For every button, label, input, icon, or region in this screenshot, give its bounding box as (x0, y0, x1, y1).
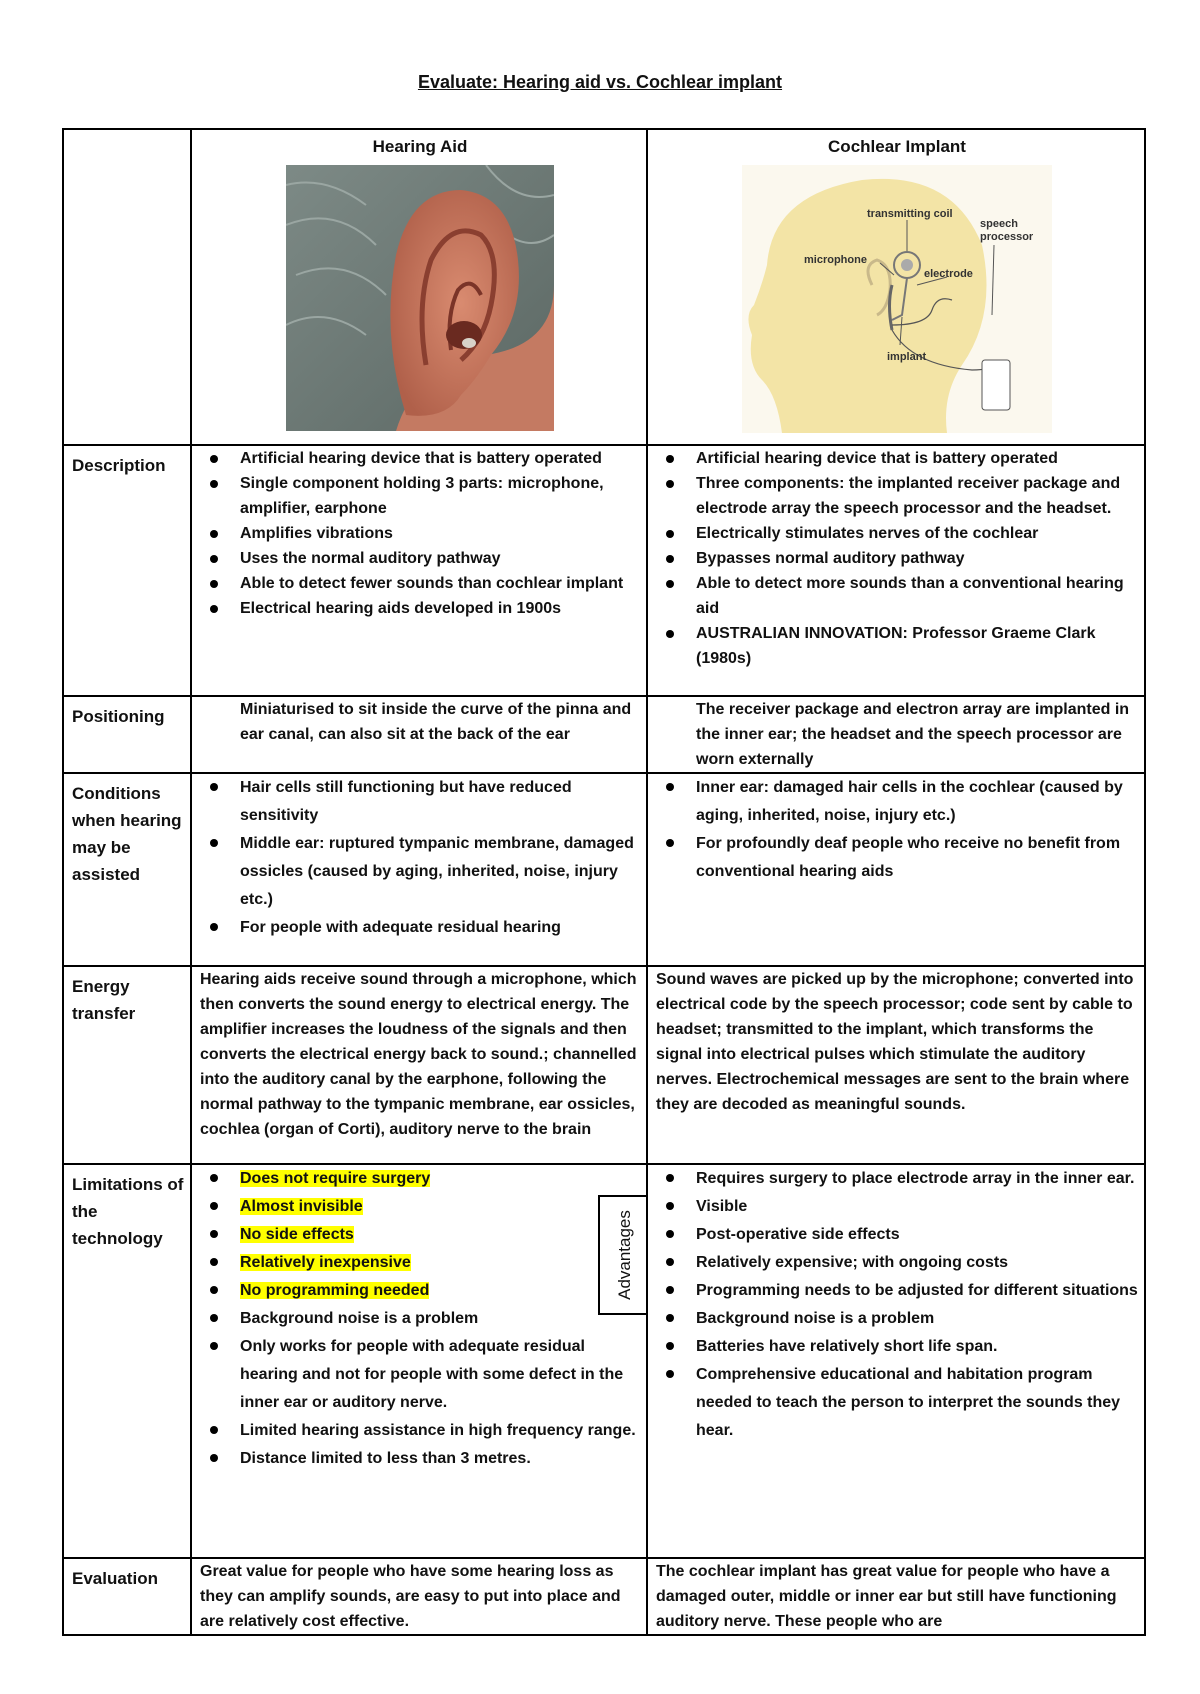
conditions-row (63, 773, 1145, 966)
bullet-icon (666, 1202, 674, 1210)
bullet-icon (210, 783, 218, 791)
list-item-text: For people with adequate residual hearing (240, 919, 561, 936)
bullet-icon (210, 530, 218, 538)
bullet-icon (210, 1286, 218, 1294)
bullet-icon (210, 1258, 218, 1266)
list-item-text: Background noise is a problem (696, 1310, 935, 1327)
list-item (200, 571, 640, 596)
list-item-text: Able to detect fewer sounds than cochlear implant (240, 575, 624, 592)
processor-label: processor (980, 231, 1034, 243)
list-item (200, 1417, 640, 1445)
positioning-row (63, 696, 1145, 773)
limitations-row (63, 1164, 1145, 1558)
bullet-icon (210, 1454, 218, 1462)
evaluation-cochlear-text: The cochlear implant has great value for people who have a damaged outer, middle or inner ear but still have functioning auditory nerve. These people who are (656, 1563, 1117, 1630)
list-item (200, 774, 640, 830)
list-item-text: No programming needed (240, 1282, 430, 1299)
list-item (656, 1333, 1138, 1361)
list-item-text: Background noise is a problem (240, 1310, 479, 1327)
list-item (656, 621, 1138, 671)
hearing-aid-advantages-list (200, 1165, 640, 1305)
list-item (200, 1277, 640, 1305)
bullet-icon (210, 1314, 218, 1322)
list-item (200, 596, 640, 621)
list-item (656, 1221, 1138, 1249)
description-hearing-aid-cell (191, 445, 647, 696)
energy-hearing-aid-text: Hearing aids receive sound through a microphone, which then converts the sound energy to electrical energy. The amplifier increases the loudness of the signals and then converts the electrical energy back to sound.; channelled into the auditory canal by the earphone, following the normal pathway to the tympanic membrane, ear ossicles, cochlea (organ of Corti), auditory nerve to the brain (200, 971, 637, 1138)
list-item (656, 471, 1138, 521)
positioning-hearing-aid-text: Miniaturised to sit inside the curve of the pinna and ear canal, can also sit at the back of the ear (240, 701, 632, 743)
list-item-text: Limited hearing assistance in high frequency range. (240, 1422, 636, 1439)
list-item-text: Artificial hearing device that is battery operated (240, 450, 602, 467)
bullet-icon (210, 455, 218, 463)
bullet-icon (666, 630, 674, 638)
conditions-hearing-aid-list (200, 774, 640, 942)
conditions-label: Conditions when hearing may be assisted (63, 773, 191, 966)
limitations-hearing-aid-cell (191, 1164, 647, 1558)
list-item-text: Hair cells still functioning but have reduced sensitivity (240, 779, 572, 824)
positioning-hearing-aid-cell (191, 696, 647, 773)
list-item-text: Post-operative side effects (696, 1226, 900, 1243)
bullet-icon (210, 480, 218, 488)
evaluation-label: Evaluation (63, 1558, 191, 1635)
evaluation-hearing-aid-cell (191, 1558, 647, 1635)
list-item (656, 1165, 1138, 1193)
advantages-box (598, 1195, 647, 1315)
list-item (200, 1249, 640, 1277)
list-item (200, 1305, 640, 1333)
bullet-icon (666, 1258, 674, 1266)
list-item-text: Able to detect more sounds than a conventional hearing aid (696, 575, 1124, 617)
list-item (200, 1193, 640, 1221)
energy-row (63, 966, 1145, 1164)
hearing-aid-heading: Hearing Aid (372, 137, 468, 156)
list-item (200, 1445, 640, 1473)
list-item-text: For profoundly deaf people who receive no benefit from conventional hearing aids (696, 835, 1121, 880)
conditions-cochlear-list (656, 774, 1138, 886)
evaluation-hearing-aid-text: Great value for people who have some hearing loss as they can amplify sounds, are easy to put into place and are relatively cost effective. (200, 1563, 621, 1630)
header-row (63, 129, 1145, 445)
bullet-icon (666, 1314, 674, 1322)
list-item-text: Does not require surgery (240, 1170, 431, 1187)
ear-hearing-aid-image (286, 165, 554, 431)
bullet-icon (210, 923, 218, 931)
list-item-text: Artificial hearing device that is battery operated (696, 450, 1058, 467)
description-cochlear-cell (647, 445, 1145, 696)
list-item-text: Amplifies vibrations (240, 525, 393, 542)
list-item-text: Bypasses normal auditory pathway (696, 550, 965, 567)
energy-label: Energy transfer (63, 966, 191, 1164)
list-item (656, 1193, 1138, 1221)
energy-hearing-aid-cell (191, 966, 647, 1164)
implant-label: implant (887, 351, 927, 363)
list-item (200, 521, 640, 546)
bullet-icon (210, 1342, 218, 1350)
bullet-icon (210, 1426, 218, 1434)
list-item (200, 830, 640, 914)
list-item-text: Single component holding 3 parts: microphone, amplifier, earphone (240, 475, 604, 517)
list-item-text: AUSTRALIAN INNOVATION: Professor Graeme Clark (1980s) (696, 625, 1096, 667)
list-item-text: Programming needs to be adjusted for different situations (696, 1282, 1138, 1299)
bullet-icon (210, 1230, 218, 1238)
list-item (200, 546, 640, 571)
positioning-label: Positioning (63, 696, 191, 773)
limitations-label: Limitations of the technology (63, 1164, 191, 1558)
description-hearing-aid-list (200, 446, 640, 621)
list-item (656, 830, 1138, 886)
list-item-text: Requires surgery to place electrode array in the inner ear. (696, 1170, 1135, 1187)
list-item (200, 914, 640, 942)
list-item (200, 1221, 640, 1249)
bullet-icon (666, 580, 674, 588)
list-item-text: Visible (696, 1198, 748, 1215)
bullet-icon (666, 530, 674, 538)
list-item-text: Inner ear: damaged hair cells in the cochlear (caused by aging, inherited, noise, injury etc.) (696, 779, 1123, 824)
list-item-text: Almost invisible (240, 1198, 363, 1215)
list-item (200, 446, 640, 471)
list-item-text: Comprehensive educational and habitation program needed to teach the person to interpret the sounds they hear. (696, 1366, 1121, 1439)
bullet-icon (666, 839, 674, 847)
list-item-text: Only works for people with adequate residual hearing and not for people with some defect in the inner ear or auditory nerve. (240, 1338, 624, 1411)
list-item-text: Electrical hearing aids developed in 1900s (240, 600, 562, 617)
bullet-icon (666, 455, 674, 463)
electrode-label: electrode (924, 268, 973, 280)
bullet-icon (666, 1342, 674, 1350)
advantages-label: Advantages (615, 1210, 634, 1300)
bullet-icon (210, 1174, 218, 1182)
bullet-icon (210, 1202, 218, 1210)
hearing-aid-header-cell (191, 129, 647, 445)
bullet-icon (210, 580, 218, 588)
bullet-icon (666, 480, 674, 488)
list-item-text: Electrically stimulates nerves of the cochlear (696, 525, 1039, 542)
hearing-aid-limitations-list (200, 1305, 640, 1473)
conditions-cochlear-cell (647, 773, 1145, 966)
list-item-text: Distance limited to less than 3 metres. (240, 1450, 531, 1467)
list-item (656, 1361, 1138, 1445)
header-empty-cell (63, 129, 191, 445)
conditions-hearing-aid-cell (191, 773, 647, 966)
positioning-cochlear-cell (647, 696, 1145, 773)
list-item (656, 546, 1138, 571)
bullet-icon (210, 839, 218, 847)
bullet-icon (666, 555, 674, 563)
list-item-text: No side effects (240, 1226, 354, 1243)
bullet-icon (666, 783, 674, 791)
evaluation-cochlear-cell (647, 1558, 1145, 1635)
microphone-label: microphone (804, 254, 867, 266)
energy-cochlear-cell (647, 966, 1145, 1164)
bullet-icon (210, 605, 218, 613)
list-item (200, 1165, 640, 1193)
bullet-icon (666, 1286, 674, 1294)
document-title: Evaluate: Hearing aid vs. Cochlear implant (417, 72, 783, 92)
cochlear-implant-diagram (742, 165, 1052, 433)
description-cochlear-list (656, 446, 1138, 671)
list-item-text: Batteries have relatively short life span. (696, 1338, 998, 1355)
list-item-text: Relatively inexpensive (240, 1254, 411, 1271)
list-item (656, 1305, 1138, 1333)
cochlear-implant-heading: Cochlear Implant (828, 137, 966, 156)
list-item (200, 1333, 640, 1417)
list-item-text: Relatively expensive; with ongoing costs (696, 1254, 1009, 1271)
energy-cochlear-text: Sound waves are picked up by the microphone; converted into electrical code by the speech processor; code sent by cable to headset; transmitted to the implant, which transforms the signal into electrical pulses which stimulate the auditory nerves. Electrochemical messages are sent to the brain where they are decoded as meaningful sounds. (656, 971, 1134, 1113)
list-item (656, 571, 1138, 621)
cochlear-limitations-list (656, 1165, 1138, 1445)
bullet-icon (666, 1230, 674, 1238)
limitations-cochlear-cell (647, 1164, 1145, 1558)
evaluation-row (63, 1558, 1145, 1635)
bullet-icon (210, 555, 218, 563)
transmitting-coil-label: transmitting coil (867, 208, 953, 220)
bullet-icon (666, 1174, 674, 1182)
list-item (656, 446, 1138, 471)
speech-label: speech (980, 218, 1018, 230)
list-item-text: Uses the normal auditory pathway (240, 550, 501, 567)
description-label: Description (63, 445, 191, 696)
cochlear-implant-header-cell (647, 129, 1145, 445)
list-item-text: Three components: the implanted receiver package and electrode array the speech processor and the headset. (696, 475, 1121, 517)
list-item (656, 1249, 1138, 1277)
list-item (656, 521, 1138, 546)
comparison-table (62, 128, 1146, 1636)
list-item-text: Middle ear: ruptured tympanic membrane, damaged ossicles (caused by aging, inherited, noise, injury etc.) (240, 835, 634, 908)
description-row (63, 445, 1145, 696)
positioning-cochlear-text: The receiver package and electron array are implanted in the inner ear; the headset and the speech processor are worn externally (696, 701, 1130, 768)
list-item (656, 1277, 1138, 1305)
list-item (656, 774, 1138, 830)
bullet-icon (666, 1370, 674, 1378)
list-item (200, 471, 640, 521)
